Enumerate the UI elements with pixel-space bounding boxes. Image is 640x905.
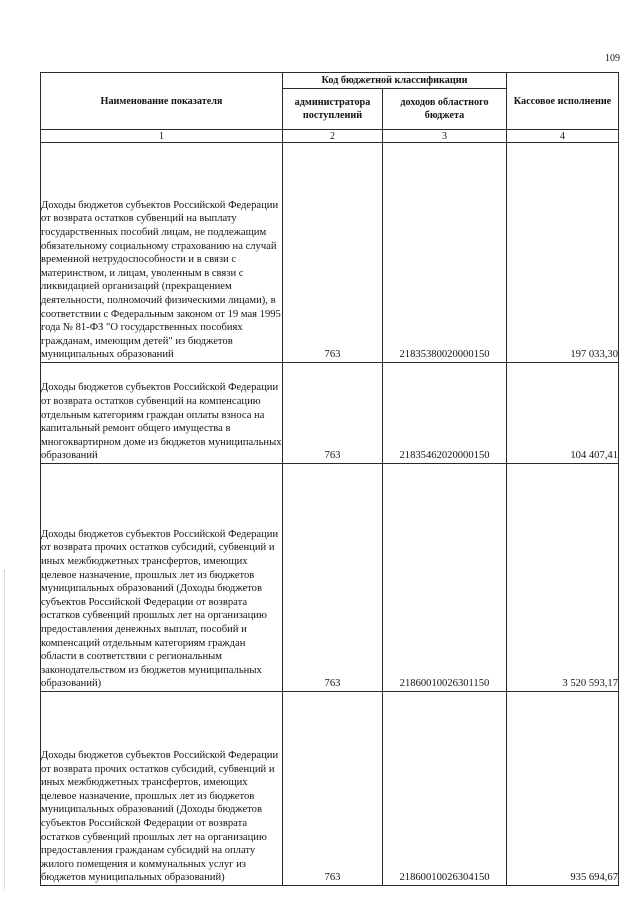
column-header-classification: Код бюджетной классификации: [283, 73, 507, 89]
table-row: [41, 143, 619, 363]
execution-amount: 935 694,67: [507, 692, 619, 886]
indicator-name: Доходы бюджетов субъектов Российской Федерации от возврата остатков субвенций на компенсацию отдельным категориям граждан оплаты взноса на капитальный ремонт общего имущества в многоквартирном доме из бюджетов муниципальных образований: [41, 363, 283, 464]
budget-execution-table: [40, 72, 619, 886]
admin-code: 763: [283, 363, 383, 464]
indicator-name: Доходы бюджетов субъектов Российской Федерации от возврата прочих остатков субсидий, субвенций и иных межбюджетных трансфертов, имеющих целевое назначение, прошлых лет из бюджетов муниципальных образований (Доходы бюджетов субъектов Российской Федерации от возврата остатков субвенций прошлых лет на организацию предоставления гражданам субсидий на оплату жилого помещения и коммунальных услуг из бюджетов муниципальных образований): [41, 692, 283, 886]
column-number-row: [41, 130, 619, 143]
column-number: 2: [283, 130, 383, 143]
column-header-admin: администратора поступлений: [283, 88, 383, 129]
column-number: 1: [41, 130, 283, 143]
table-row: [41, 464, 619, 692]
execution-amount: 104 407,41: [507, 363, 619, 464]
execution-amount: 3 520 593,17: [507, 464, 619, 692]
column-header-name: Наименование показателя: [41, 73, 283, 130]
income-code: 21860010026304150: [383, 692, 507, 886]
column-number: 3: [383, 130, 507, 143]
admin-code: 763: [283, 143, 383, 363]
scan-edge-marks: [4, 570, 7, 890]
page-number: 109: [605, 53, 620, 64]
indicator-name: Доходы бюджетов субъектов Российской Федерации от возврата остатков субвенций на выплату государственных пособий лицам, не подлежащим обязательному социальному страхованию на случай временной нетрудоспособности и в связи с материнством, и лицам, уволенным в связи с ликвидацией организаций (прекращением деятельности, полномочий физическими лицами), в соответствии с Федеральным законом от 19 мая 1995 года № 81-ФЗ "О государственных пособиях гражданам, имеющим детей" из бюджетов муниципальных образований: [41, 143, 283, 363]
execution-amount: 197 033,30: [507, 143, 619, 363]
income-code: 21835462020000150: [383, 363, 507, 464]
admin-code: 763: [283, 464, 383, 692]
column-header-execution: Кассовое исполнение: [507, 73, 619, 130]
income-code: 21835380020000150: [383, 143, 507, 363]
column-number: 4: [507, 130, 619, 143]
table-row: [41, 363, 619, 464]
income-code: 21860010026301150: [383, 464, 507, 692]
admin-code: 763: [283, 692, 383, 886]
table-row: [41, 692, 619, 886]
table-header-row: [41, 73, 619, 89]
column-header-income: доходов областного бюджета: [383, 88, 507, 129]
indicator-name: Доходы бюджетов субъектов Российской Федерации от возврата прочих остатков субсидий, субвенций и иных межбюджетных трансфертов, имеющих целевое назначение, прошлых лет из бюджетов муниципальных образований (Доходы бюджетов субъектов Российской Федерации от возврата остатков субвенций прошлых лет на организацию предоставления денежных выплат, пособий и компенсаций отдельным категориям граждан области в соответствии с региональным законодательством из бюджетов муниципальных образований): [41, 464, 283, 692]
